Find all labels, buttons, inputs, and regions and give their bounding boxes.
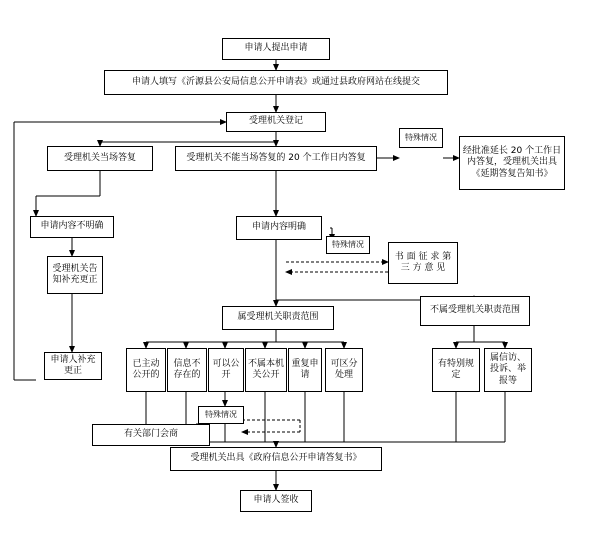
node-info-not-exist: 信息不存在的: [167, 348, 207, 392]
node-petition-complaint: 属信访、投诉、举报等: [484, 348, 532, 392]
node-fill-application-form: 申请人填写《沂源县公安局信息公开申请表》或通过县政府网站在线提交: [104, 70, 448, 95]
label-special-case-3: 特殊情况: [198, 406, 244, 424]
node-content-unclear: 申请内容不明确: [30, 216, 114, 238]
node-not-this-agency: 不属本机关公开: [245, 348, 287, 392]
node-consult-third-party: 书 面 征 求 第 三 方 意 见: [388, 242, 458, 284]
node-separable-handling: 可区分处理: [325, 348, 363, 392]
node-reply-within-20-days: 受理机关不能当场答复的 20 个工作日内答复: [175, 146, 377, 171]
node-special-provision: 有特别规定: [432, 348, 480, 392]
node-departments-consultation: 有关部门会商: [92, 424, 210, 446]
label-special-case-2: 特殊情况: [326, 236, 370, 254]
node-agency-registration: 受理机关登记: [226, 112, 326, 132]
node-issue-reply-document: 受理机关出具《政府信息公开申请答复书》: [170, 447, 382, 471]
node-repeat-application: 重复申请: [288, 348, 322, 392]
node-notify-supplement: 受理机关告知补充更正: [47, 256, 103, 294]
node-applicant-receipt: 申请人签收: [240, 490, 312, 512]
node-extended-reply-notice: 经批准延长 20 个工作日内答复，受理机关出具《延期答复告知书》: [459, 136, 565, 190]
node-already-disclosed: 已主动公开的: [126, 348, 166, 392]
node-outside-agency-duty: 不属受理机关职责范围: [420, 296, 530, 326]
node-can-disclose: 可以公开: [208, 348, 244, 392]
node-applicant-supplements: 申请人补充更正: [44, 352, 102, 380]
node-onsite-reply: 受理机关当场答复: [47, 146, 153, 171]
label-special-case-1: 特殊情况: [399, 128, 443, 148]
node-within-agency-duty: 属受理机关职责范围: [222, 306, 334, 330]
node-applicant-submits: 申请人提出申请: [222, 38, 330, 60]
node-content-clear: 申请内容明确: [236, 216, 322, 240]
